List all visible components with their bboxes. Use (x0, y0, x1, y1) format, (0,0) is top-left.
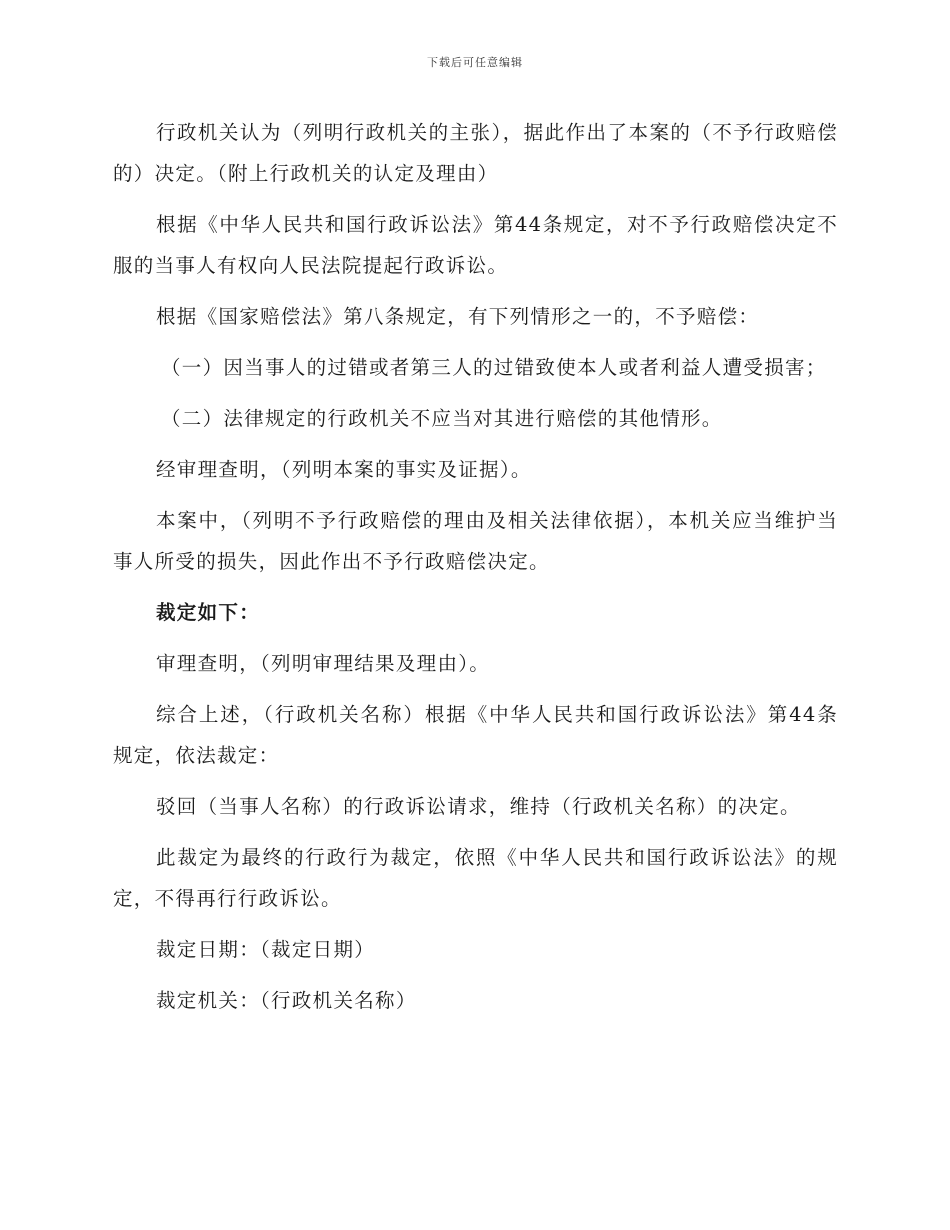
paragraph-summary: 综合上述，（行政机关名称）根据《中华人民共和国行政诉讼法》第44条规定，依法裁定： (113, 703, 838, 767)
paragraph-agency-claim: 行政机关认为（列明行政机关的主张），据此作出了本案的（不予行政赔偿的）决定。（附上行政机关的认定及理由） (113, 121, 838, 185)
paragraph-finality: 此裁定为最终的行政行为裁定，依照《中华人民共和国行政诉讼法》的规定，不得再行行政诉讼。 (113, 846, 838, 910)
list-item-exemption-1: （一）因当事人的过错或者第三人的过错致使本人或者利益人遭受损害； (161, 356, 827, 379)
paragraph-litigation-law-basis: 根据《中华人民共和国行政诉讼法》第44条规定，对不予行政赔偿决定不服的当事人有权向人民法院提起行政诉讼。 (113, 213, 838, 277)
ruling-heading: 裁定如下： (156, 601, 261, 624)
paragraph-case-reasoning: 本案中，（列明不予行政赔偿的理由及相关法律依据），本机关应当维护当事人所受的损失，因此作出不予行政赔偿决定。 (113, 509, 838, 573)
ruling-date: 裁定日期：（裁定日期） (156, 938, 376, 961)
page-header: 下载后可任意编辑 (427, 56, 523, 69)
paragraph-review-findings: 审理查明，（列明审理结果及理由）。 (156, 652, 491, 675)
paragraph-ruling: 驳回（当事人名称）的行政诉讼请求，维持（行政机关名称）的决定。 (156, 795, 801, 818)
paragraph-facts-found: 经审理查明，（列明本案的事实及证据）。 (156, 458, 532, 481)
paragraph-state-compensation-law: 根据《国家赔偿法》第八条规定，有下列情形之一的，不予赔偿： (156, 305, 760, 328)
ruling-authority: 裁定机关：（行政机关名称） (156, 989, 417, 1012)
list-item-exemption-2: （二）法律规定的行政机关不应当对其进行赔偿的其他情形。 (161, 407, 723, 430)
document-body (113, 112, 838, 1031)
